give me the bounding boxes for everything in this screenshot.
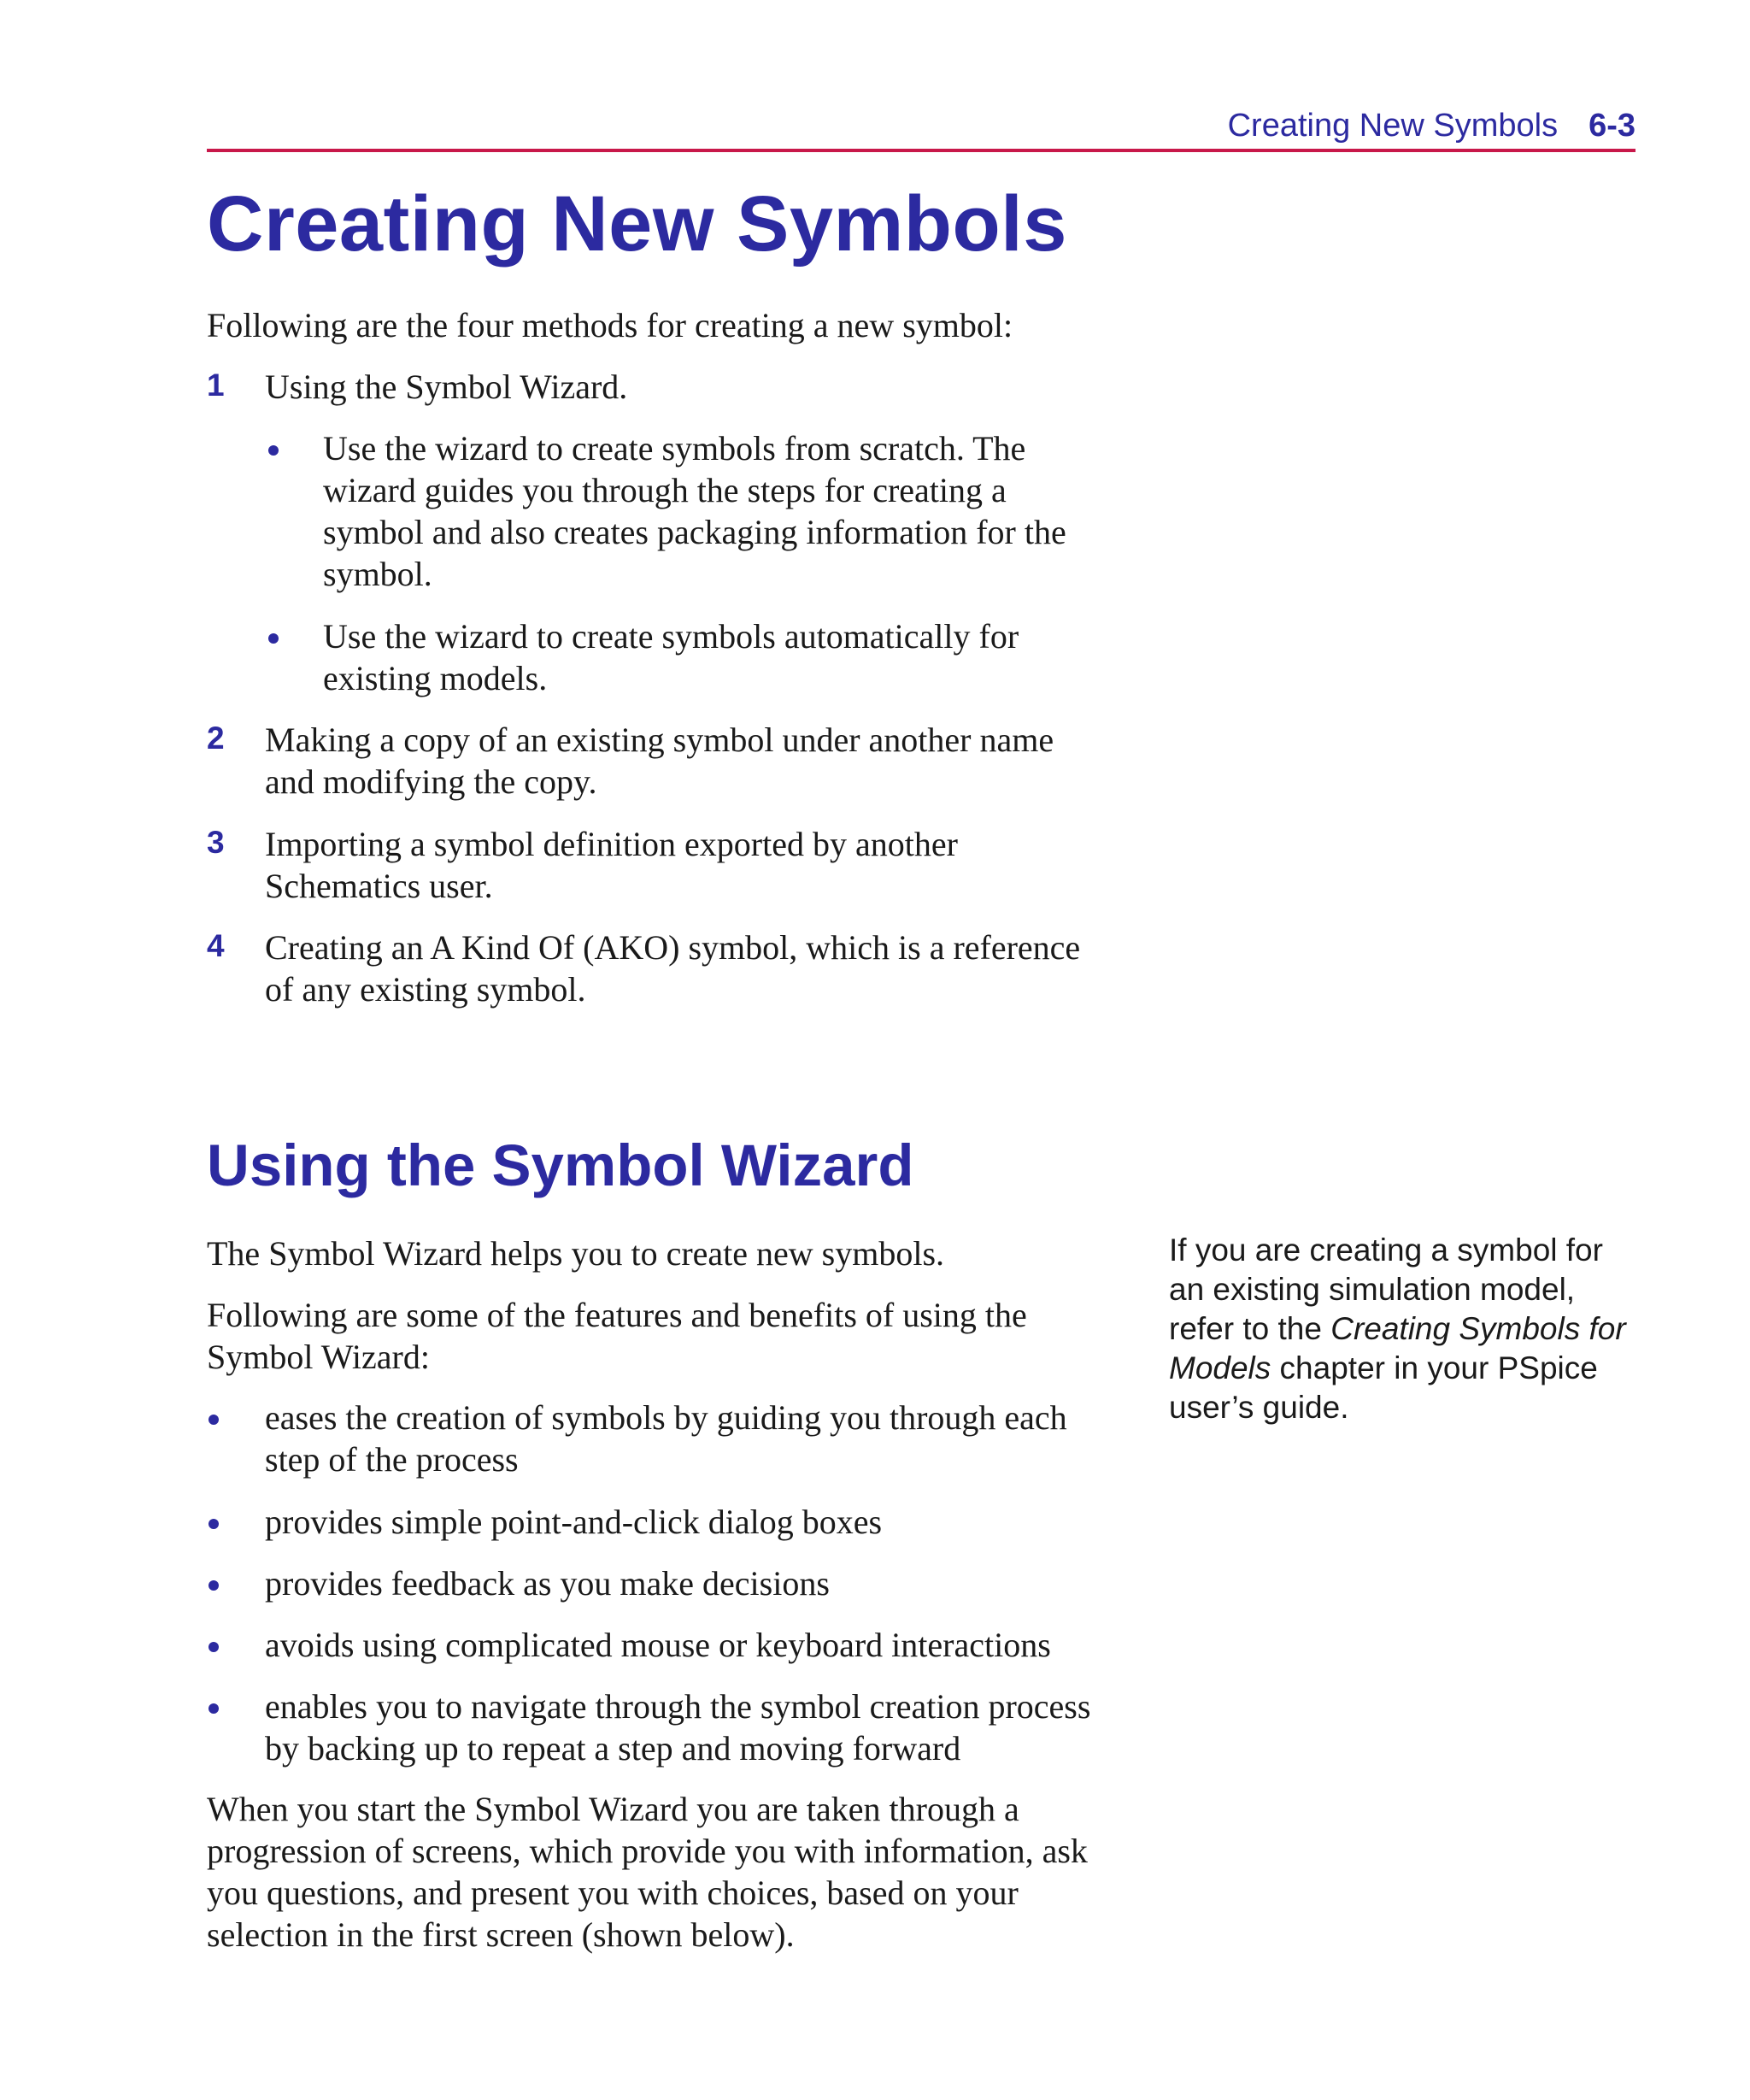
note-line: [1169, 1309, 1647, 1349]
method-line: Schematics user.: [265, 867, 493, 905]
method-1-bullet-1: [323, 427, 1126, 595]
paragraph-line: you questions, and present you with choices, based on your: [207, 1874, 1019, 1912]
bullet-icon: [208, 1415, 219, 1425]
feature-line: by backing up to repeat a step and moving forward: [265, 1729, 961, 1768]
running-header-title: Creating New Symbols: [1227, 108, 1559, 144]
bullet-icon: [268, 445, 279, 456]
note-line: an existing simulation model,: [1169, 1272, 1576, 1307]
bullet-icon: [268, 633, 279, 644]
bullet-icon: [208, 1519, 219, 1529]
wizard-intro: The Symbol Wizard helps you to create new symbols.: [207, 1234, 945, 1273]
note-text: chapter in your PSpice: [1271, 1350, 1598, 1385]
method-line: Importing a symbol definition exported by another: [265, 825, 958, 863]
method-line: and modifying the copy.: [265, 762, 597, 801]
paragraph-line: Symbol Wizard:: [207, 1338, 430, 1376]
method-number-1: 1: [207, 368, 225, 403]
bullet-icon: [208, 1642, 219, 1652]
features-intro: [207, 1294, 1113, 1378]
book-reference: Creating Symbols for: [1330, 1311, 1626, 1346]
bullet-icon: [208, 1580, 219, 1591]
feature-line: provides simple point-and-click dialog boxes: [265, 1503, 883, 1541]
method-line: Creating an A Kind Of (AKO) symbol, which is a reference: [265, 928, 1081, 967]
feature-line: step of the process: [265, 1440, 519, 1479]
closing-paragraph: [207, 1788, 1113, 1956]
section-heading: Using the Symbol Wizard: [207, 1132, 914, 1198]
feature-item: [265, 1397, 1128, 1480]
feature-item: [265, 1685, 1128, 1769]
bullet-line: Use the wizard to create symbols from scratch. The: [323, 429, 1026, 468]
method-2-text: [265, 719, 1128, 803]
method-line: of any existing symbol.: [265, 970, 586, 1009]
feature-line: avoids using complicated mouse or keyboard interactions: [265, 1626, 1051, 1664]
method-line: Making a copy of an existing symbol under another name: [265, 721, 1054, 759]
page-title: Creating New Symbols: [207, 180, 1067, 268]
method-number-3: 3: [207, 825, 225, 860]
paragraph-line: progression of screens, which provide you with information, ask: [207, 1832, 1088, 1870]
method-1-line: Using the Symbol Wizard.: [265, 368, 628, 406]
method-4-text: [265, 926, 1128, 1010]
running-header-text: [1228, 108, 1635, 144]
note-line: user’s guide.: [1169, 1390, 1349, 1425]
feature-line: enables you to navigate through the symbol creation process: [265, 1687, 1091, 1726]
method-1-text: [265, 366, 627, 408]
paragraph-line: selection in the first screen (shown below).: [207, 1915, 795, 1954]
feature-line: eases the creation of symbols by guiding you through each: [265, 1398, 1067, 1437]
feature-item: [265, 1501, 1128, 1543]
feature-item: [265, 1562, 1128, 1604]
bullet-line: Use the wizard to create symbols automatically for: [323, 617, 1019, 656]
bullet-line: existing models.: [323, 659, 548, 697]
method-number-2: 2: [207, 721, 225, 756]
bullet-line: wizard guides you through the steps for creating a: [323, 471, 1007, 509]
note-line: [1169, 1349, 1647, 1388]
note-line: If you are creating a symbol for: [1169, 1232, 1603, 1268]
feature-item: [265, 1624, 1128, 1666]
paragraph-line: Following are some of the features and benefits of using the: [207, 1296, 1027, 1334]
bullet-line: symbol.: [323, 555, 432, 593]
paragraph-line: When you start the Symbol Wizard you are taken through a: [207, 1790, 1019, 1828]
page-number: 6-3: [1589, 108, 1635, 144]
side-note: [1169, 1231, 1647, 1427]
bullet-icon: [208, 1703, 219, 1714]
method-number-4: 4: [207, 928, 225, 963]
book-reference: Models: [1169, 1350, 1271, 1385]
note-text: refer to the: [1169, 1311, 1331, 1346]
method-1-bullet-2: [323, 615, 1126, 699]
intro-paragraph: Following are the four methods for creating a new symbol:: [207, 306, 1013, 344]
running-header: [207, 103, 1635, 152]
feature-line: provides feedback as you make decisions: [265, 1564, 830, 1603]
bullet-line: symbol and also creates packaging information for the: [323, 513, 1066, 551]
method-3-text: [265, 823, 1128, 907]
